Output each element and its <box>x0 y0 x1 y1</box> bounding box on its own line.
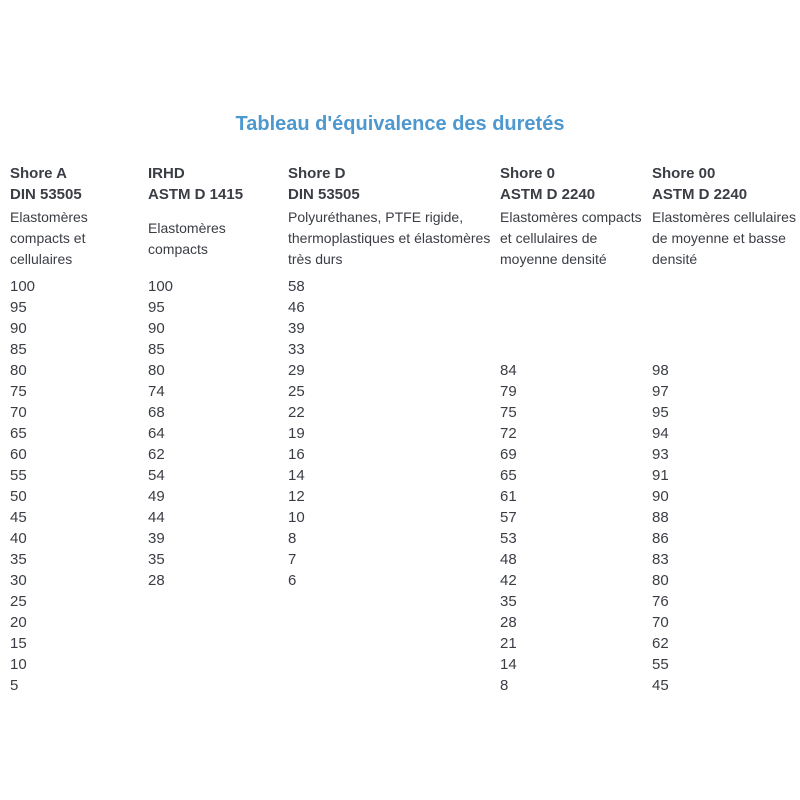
value-cell: 85 <box>10 341 27 358</box>
column-header-shore-00 <box>652 163 800 205</box>
value-cell: 84 <box>500 362 517 379</box>
value-cell: 62 <box>148 446 165 463</box>
value-cell <box>148 591 288 612</box>
value-cell: 49 <box>148 488 165 505</box>
value-cell <box>288 633 500 654</box>
value-cell: 98 <box>652 362 669 379</box>
table-body <box>0 276 800 696</box>
value-cell <box>500 339 652 360</box>
column-name: Shore 0 <box>500 165 556 182</box>
column-name: Shore A <box>10 165 67 182</box>
value-cell: 39 <box>288 320 305 337</box>
value-cell <box>500 276 652 297</box>
value-cell: 95 <box>10 299 27 316</box>
table-row <box>0 381 800 402</box>
hardness-equivalence-table <box>0 163 800 696</box>
value-cell: 58 <box>288 278 305 295</box>
value-cell: 45 <box>10 509 27 526</box>
value-cell: 8 <box>500 677 509 694</box>
value-cell: 90 <box>652 488 669 505</box>
table-row <box>0 465 800 486</box>
value-cell: 83 <box>652 551 669 568</box>
table-row <box>0 549 800 570</box>
column-header-irhd <box>148 163 288 205</box>
value-cell: 69 <box>500 446 517 463</box>
value-cell: 90 <box>10 320 27 337</box>
value-cell: 35 <box>10 551 27 568</box>
value-cell: 15 <box>10 635 27 652</box>
table-row <box>0 276 800 297</box>
value-cell <box>652 339 800 360</box>
value-cell: 61 <box>500 488 517 505</box>
value-cell: 97 <box>652 383 669 400</box>
value-cell: 70 <box>652 614 669 631</box>
value-cell: 28 <box>148 572 165 589</box>
table-row <box>0 339 800 360</box>
value-cell <box>500 318 652 339</box>
value-cell: 28 <box>500 614 517 631</box>
value-cell <box>652 318 800 339</box>
table-row <box>0 675 800 696</box>
value-cell: 74 <box>148 383 165 400</box>
value-cell <box>148 654 288 675</box>
value-cell: 33 <box>288 341 305 358</box>
value-cell: 62 <box>652 635 669 652</box>
value-cell <box>652 297 800 318</box>
value-cell: 12 <box>288 488 305 505</box>
page-title: Tableau d'équivalence des duretés <box>235 113 565 135</box>
value-cell: 42 <box>500 572 517 589</box>
value-cell: 35 <box>148 551 165 568</box>
value-cell: 80 <box>10 362 27 379</box>
value-cell: 100 <box>10 278 36 295</box>
column-header-shore-0 <box>500 163 652 205</box>
table-row <box>0 444 800 465</box>
value-cell: 6 <box>288 572 297 589</box>
value-cell: 55 <box>10 467 27 484</box>
value-cell: 76 <box>652 593 669 610</box>
column-name: IRHD <box>148 165 185 182</box>
value-cell: 65 <box>500 467 517 484</box>
value-cell <box>148 612 288 633</box>
value-cell: 55 <box>652 656 669 673</box>
table-row <box>0 591 800 612</box>
value-cell: 75 <box>500 404 517 421</box>
value-cell: 19 <box>288 425 305 442</box>
table-row <box>0 612 800 633</box>
column-standard: ASTM D 1415 <box>148 186 244 203</box>
value-cell: 85 <box>148 341 165 358</box>
value-cell: 7 <box>288 551 297 568</box>
column-description-irhd: Elastomères compacts <box>148 219 226 257</box>
value-cell: 100 <box>148 278 174 295</box>
value-cell: 79 <box>500 383 517 400</box>
value-cell: 50 <box>10 488 27 505</box>
value-cell <box>288 675 500 696</box>
value-cell: 60 <box>10 446 27 463</box>
table-row <box>0 486 800 507</box>
description-row <box>0 205 800 276</box>
value-cell: 44 <box>148 509 165 526</box>
value-cell: 39 <box>148 530 165 547</box>
value-cell: 10 <box>288 509 305 526</box>
value-cell: 70 <box>10 404 27 421</box>
value-cell <box>288 612 500 633</box>
value-cell: 35 <box>500 593 517 610</box>
value-cell <box>288 654 500 675</box>
table-row <box>0 528 800 549</box>
column-standard: DIN 53505 <box>288 186 360 203</box>
column-description-shore-00: Elastomères cellulaires de moyenne et basse densité <box>652 209 796 267</box>
value-cell: 65 <box>10 425 27 442</box>
value-cell: 75 <box>10 383 27 400</box>
column-standard: ASTM D 2240 <box>652 186 748 203</box>
column-standard: ASTM D 2240 <box>500 186 596 203</box>
value-cell: 91 <box>652 467 669 484</box>
value-cell: 20 <box>10 614 27 631</box>
value-cell: 53 <box>500 530 517 547</box>
table-row <box>0 402 800 423</box>
value-cell: 14 <box>500 656 517 673</box>
value-cell: 72 <box>500 425 517 442</box>
column-standard: DIN 53505 <box>10 186 82 203</box>
value-cell <box>288 591 500 612</box>
column-description-shore-a: Elastomères compacts et cellulaires <box>10 209 88 267</box>
value-cell: 54 <box>148 467 165 484</box>
value-cell: 29 <box>288 362 305 379</box>
value-cell: 21 <box>500 635 517 652</box>
value-cell: 94 <box>652 425 669 442</box>
table-row <box>0 633 800 654</box>
column-name: Shore D <box>288 165 346 182</box>
value-cell: 45 <box>652 677 669 694</box>
value-cell: 64 <box>148 425 165 442</box>
value-cell: 68 <box>148 404 165 421</box>
value-cell: 80 <box>148 362 165 379</box>
value-cell <box>500 297 652 318</box>
value-cell <box>652 276 800 297</box>
value-cell: 80 <box>652 572 669 589</box>
value-cell: 86 <box>652 530 669 547</box>
value-cell: 95 <box>148 299 165 316</box>
column-header-shore-d <box>288 163 500 205</box>
value-cell: 5 <box>10 677 19 694</box>
column-header-shore-a <box>0 163 148 205</box>
value-cell: 93 <box>652 446 669 463</box>
table-row <box>0 360 800 381</box>
header-row <box>0 163 800 205</box>
table-row <box>0 570 800 591</box>
value-cell: 48 <box>500 551 517 568</box>
value-cell: 25 <box>288 383 305 400</box>
value-cell <box>148 633 288 654</box>
value-cell: 57 <box>500 509 517 526</box>
value-cell: 25 <box>10 593 27 610</box>
column-name: Shore 00 <box>652 165 716 182</box>
value-cell: 10 <box>10 656 27 673</box>
table-row <box>0 423 800 444</box>
value-cell <box>148 675 288 696</box>
table-row <box>0 318 800 339</box>
table-row <box>0 654 800 675</box>
value-cell: 90 <box>148 320 165 337</box>
column-description-shore-d: Polyuréthanes, PTFE rigide, thermoplastiques et élastomères très durs <box>288 209 491 267</box>
value-cell: 30 <box>10 572 27 589</box>
table-row <box>0 507 800 528</box>
value-cell: 40 <box>10 530 27 547</box>
value-cell: 88 <box>652 509 669 526</box>
value-cell: 95 <box>652 404 669 421</box>
value-cell: 22 <box>288 404 305 421</box>
column-description-shore-0: Elastomères compacts et cellulaires de moyenne densité <box>500 209 642 267</box>
value-cell: 8 <box>288 530 297 547</box>
value-cell: 46 <box>288 299 305 316</box>
table-row <box>0 297 800 318</box>
value-cell: 14 <box>288 467 305 484</box>
value-cell: 16 <box>288 446 305 463</box>
